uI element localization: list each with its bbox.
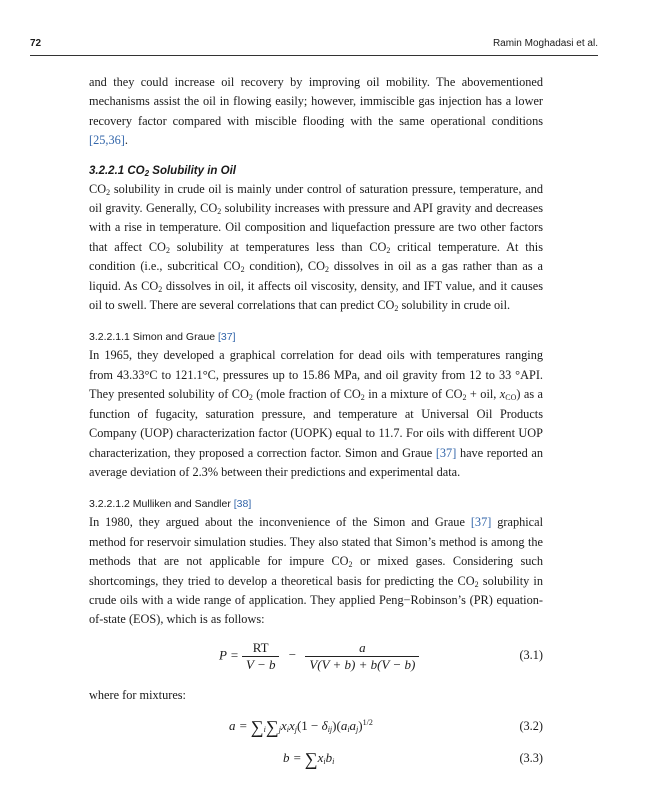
- running-head: Ramin Moghadasi et al.: [492, 38, 598, 49]
- section-32211-paragraph: In 1965, they developed a graphical correlation for dead oils with temperatures ranging from 43.33°C to 121.1°C, pressures up to 15.86 MPa, and oil gravity from 12 to 33 °API. They presented solubility of $CO_2$ (mole fraction of $CO_2$ in a mixture of $CO_2$ + oil, $x_{CO}$) as a function of fugacity, saturation pressure, and temperature at Universal Oil Products Company (UOP) characterization factor (UOPK) equal to 11.7. For oils with different UOP characterization, they proposed a correction factor. Simon and Graue [37] have reported an average deviation of 2.3% between their predictions and experimental data.: [89, 348, 544, 479]
- equation-3-1: P = $\frac{RT}{V - b}$ − $\frac{a}{V(V + b) + b(V - b)}$ (3.1): [219, 639, 543, 672]
- section-3221-paragraph: $CO_2$ solubility in crude oil is mainly under control of saturation pressure, temperature, and oil gravity. Generally, $CO_2$ solubility increases with pressure and API gravity and decreases with a rise in temperature. Oil composition and liquefaction pressure are two other factors that affect $CO_2$ solubility at temperatures less than $CO_2$ critical temperature. At this condition (i.e., subcritical $CO_2$ condition), $CO_2$ dissolves in oil as a gas rather than as a liquid. As $CO_2$ dissolves in oil, it affects oil viscosity, density, and IFT value, and it causes oil to swell. There are several correlations that can predict $CO_2$ solubility in crude oil.: [89, 181, 544, 314]
- page-number: 72: [30, 38, 42, 49]
- citation-link[interactable]: [37]: [435, 445, 457, 460]
- equation-number: (3.3): [519, 751, 543, 766]
- section-heading-32212: 3.2.2.1.2 Mulliken and Sandler [38]: [89, 498, 252, 511]
- section-heading-3221: 3.2.2.1 $CO_2$ Solubility in Oil: [89, 164, 236, 178]
- equation-number: (3.1): [519, 647, 543, 662]
- header-rule: [30, 55, 598, 56]
- where-text: where for mixtures:: [89, 687, 186, 702]
- section-32212-paragraph: In 1980, they argued about the inconvenience of the Simon and Graue [37] graphical method for reservoir simulation studies. They also stated that Simon’s method is among the methods that are not applicable for impure $CO_2$ or mixed gases. Considering such shortcomings, they tried to develop a theoretical basis for predicting the $CO_2$ solubility in crude oils with a wide range of application. They applied Peng−Robinson’s (PR) equation-of-state (EOS), which is as follows:: [89, 515, 543, 627]
- equation-3-3: $b = \sum x_ib_i$ (3.3): [283, 749, 543, 770]
- equation-3-2: $a = \sum_i\sum_jx_ix_j(1 - \delta_{ij})(a_ia_j)^{1/2}$ (3.2): [229, 717, 543, 738]
- section-heading-32211: 3.2.2.1.1 Simon and Graue [37]: [89, 331, 236, 344]
- citation-link[interactable]: [37]: [470, 515, 492, 530]
- page-header: [30, 38, 598, 54]
- intro-paragraph: and they could increase oil recovery by improving oil mobility. The abovementioned mechanisms assist the oil in flowing easily; however, immiscible gas injection has a lower recovery factor compared with miscible flooding with the same operational conditions [25,36].: [89, 75, 543, 148]
- citation-link[interactable]: [38]: [233, 498, 252, 511]
- page-body: [89, 73, 543, 777]
- citation-link[interactable]: [37]: [218, 331, 236, 344]
- citation-link[interactable]: [25,36]: [89, 133, 125, 148]
- equation-number: (3.2): [519, 719, 543, 734]
